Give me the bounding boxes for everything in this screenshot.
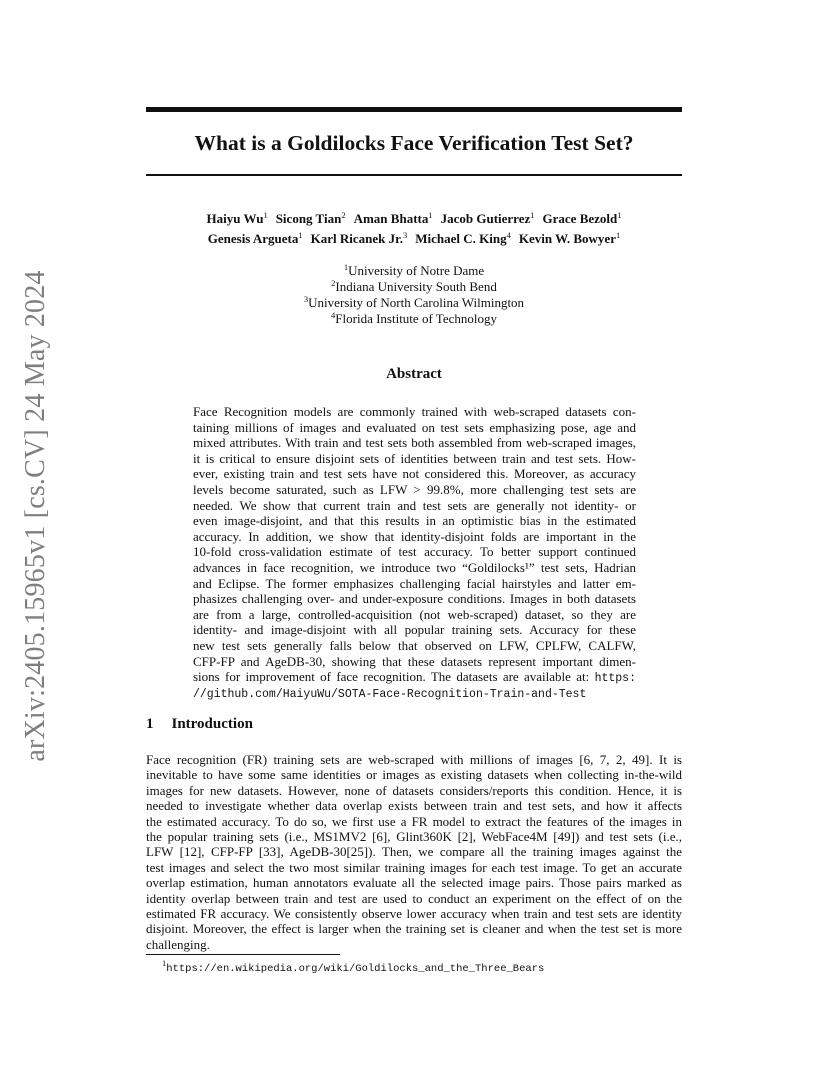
author-name-text: Aman Bhatta bbox=[353, 211, 429, 226]
author-name bbox=[354, 211, 433, 226]
section-title: Introduction bbox=[171, 716, 253, 732]
affiliation bbox=[146, 263, 682, 279]
intro-line: Face recognition (FR) training sets are web-scraped with millions of images [6, 7, 2, 49]. It is bbox=[146, 752, 682, 767]
abstract-line: even image-disjoint, and that this results in an optimistic bias in the estimated bbox=[193, 513, 636, 529]
abstract-url-end[interactable]: //github.com/HaiyuWu/SOTA-Face-Recognition-Train-and-Test bbox=[193, 687, 587, 701]
intro-line: challenging. bbox=[146, 936, 210, 952]
abstract-line: are from a large, controlled-acquisition (not web-scraped) dataset, so they are bbox=[193, 606, 636, 622]
intro-line: disjoint. Moreover, the effect is larger when the training set is cleaner and when the test set is more bbox=[146, 921, 682, 937]
author-name-text: Grace Bezold bbox=[542, 211, 618, 226]
abstract-line bbox=[193, 685, 636, 701]
intro-line: identity overlap between train and test are used to conduct an experiment on the effect of on the bbox=[146, 890, 682, 906]
intro-line: LFW [12], CFP-FP [33], AgeDB-30[25]). Then, we compare all the training images against the bbox=[146, 844, 682, 860]
author-list bbox=[146, 209, 682, 249]
abstract-line: identity- and image-disjoint with all popular training sets. Accuracy for these bbox=[193, 622, 636, 638]
section-heading-introduction bbox=[146, 714, 253, 734]
abstract-line: phasizes challenging over- and under-exposure conditions. Images in both datasets bbox=[193, 591, 636, 607]
paper-title: What is a Goldilocks Face Verification Test Set? bbox=[194, 131, 634, 155]
author-name bbox=[543, 211, 622, 226]
affiliation-name: Florida Institute of Technology bbox=[335, 311, 497, 326]
introduction-body bbox=[146, 752, 682, 952]
footnote-mark: 1 bbox=[162, 958, 167, 968]
author-name-text: Kevin W. Bowyer bbox=[518, 231, 616, 246]
abstract-line: mixed attributes. With train and test sets both assembled from web-scraped images, bbox=[193, 435, 636, 451]
intro-line: images for new datasets. However, none of datasets considers/reports this condition. Hence, it is bbox=[146, 782, 682, 798]
abstract-line: new test sets generally falls below that observed on LFW, CPLFW, CALFW, bbox=[193, 637, 636, 653]
abstract-line: 10-fold cross-validation estimate of test accuracy. To better support continued bbox=[193, 544, 636, 560]
author-name bbox=[276, 211, 346, 226]
arxiv-identifier: arXiv:2405.15965v1 [cs.CV] 24 May 2024 bbox=[20, 270, 51, 762]
abstract-line: sions for improvement of face recognition. The datasets are available at: https: bbox=[193, 669, 636, 686]
affiliation-mark: 2 bbox=[331, 278, 336, 288]
abstract-line: taining millions of images and evaluated on test sets emphasizing pose, age and bbox=[193, 419, 636, 435]
author-name-text: Genesis Argueta bbox=[207, 231, 299, 246]
abstract-line: accuracy. In addition, we show that identity-disjoint folds are important in the bbox=[193, 528, 636, 544]
abstract-line: levels become saturated, such as LFW > 99.8%, more challenging test sets are bbox=[193, 481, 636, 497]
author-name bbox=[206, 211, 267, 226]
author-name-text: Haiyu Wu bbox=[206, 211, 264, 226]
author-affil-mark: 1 bbox=[298, 230, 303, 240]
footnote bbox=[162, 958, 545, 976]
affiliation-mark: 1 bbox=[343, 262, 349, 272]
author-name-text: Michael C. King bbox=[415, 231, 507, 246]
author-affil-mark: 2 bbox=[341, 210, 346, 220]
affiliation bbox=[146, 311, 682, 327]
author-affil-mark: 4 bbox=[506, 230, 511, 240]
affiliation-name: University of North Carolina Wilmington bbox=[308, 295, 525, 310]
author-affil-mark: 1 bbox=[263, 210, 268, 220]
intro-line: estimated FR accuracy. We consistently observe lower accuracy when train and test sets are identity bbox=[146, 905, 682, 921]
abstract-line: Face Recognition models are commonly trained with web-scraped datasets con- bbox=[193, 404, 636, 419]
abstract-line: needed. We show that current train and test sets are generally not identity- or bbox=[193, 497, 636, 513]
affiliation-mark: 3 bbox=[303, 294, 309, 304]
affiliation bbox=[146, 295, 682, 311]
affiliation-list bbox=[146, 263, 682, 327]
intro-line: the estimated accuracy. To do so, we first use a FR model to extract the features of the images in bbox=[146, 813, 682, 829]
author-name bbox=[519, 231, 620, 246]
intro-line: the popular training sets (i.e., MS1MV2 [6], Glint360K [2], WebFace4M [49]) and test sets (i.e., bbox=[146, 828, 682, 844]
intro-line: overlap estimation, human annotators evaluate all the selected image pairs. Those pairs marked as bbox=[146, 875, 682, 891]
abstract-line: CFP-FP and AgeDB-30, showing that these datasets represent important dimen- bbox=[193, 653, 636, 669]
section-number: 1 bbox=[146, 716, 154, 732]
author-name bbox=[311, 231, 408, 246]
title-bottom-rule bbox=[146, 174, 682, 176]
abstract-body bbox=[193, 404, 636, 700]
author-name bbox=[441, 211, 535, 226]
author-affil-mark: 1 bbox=[617, 210, 622, 220]
author-affil-mark: 1 bbox=[428, 210, 433, 220]
abstract-url-start[interactable]: https: bbox=[594, 672, 636, 686]
author-line-1 bbox=[146, 209, 682, 229]
author-line-2 bbox=[146, 229, 682, 249]
affiliation-name: University of Notre Dame bbox=[348, 263, 485, 278]
author-name bbox=[208, 231, 303, 246]
author-name-text: Sicong Tian bbox=[275, 211, 342, 226]
affiliation-name: Indiana University South Bend bbox=[335, 279, 497, 294]
author-name bbox=[415, 231, 511, 246]
affiliation-mark: 4 bbox=[331, 310, 336, 320]
abstract-line: it is critical to ensure disjoint sets of identities between train and test sets. How- bbox=[193, 450, 636, 466]
intro-line: inevitable to have some same identities or images as existing datasets when collecting in-the-wild bbox=[146, 767, 682, 783]
author-name-text: Karl Ricanek Jr. bbox=[310, 231, 403, 246]
footnote-rule bbox=[146, 954, 340, 955]
title-top-rule bbox=[146, 107, 682, 112]
abstract-line: advances in face recognition, we introduce two “Goldilocks¹” test sets, Hadrian bbox=[193, 559, 636, 575]
footnote-link[interactable]: https://en.wikipedia.org/wiki/Goldilocks_and_the_Three_Bears bbox=[166, 963, 545, 975]
intro-line: needed to investigate whether data overlap exists between train and test sets, and how it affects bbox=[146, 798, 682, 814]
abstract-line: and Eclipse. The former emphasizes challenging facial hairstyles and latter em- bbox=[193, 575, 636, 591]
abstract-line: ever, existing train and test sets have not considered this. Moreover, as accuracy bbox=[193, 466, 636, 482]
author-affil-mark: 3 bbox=[402, 230, 408, 240]
intro-line: test images and select the two most similar training images for each test image. To get an accurate bbox=[146, 859, 682, 875]
author-name-text: Jacob Gutierrez bbox=[440, 211, 531, 226]
author-affil-mark: 1 bbox=[615, 230, 621, 240]
affiliation bbox=[146, 279, 682, 295]
author-affil-mark: 1 bbox=[530, 210, 535, 220]
abstract-heading: Abstract bbox=[386, 366, 442, 382]
